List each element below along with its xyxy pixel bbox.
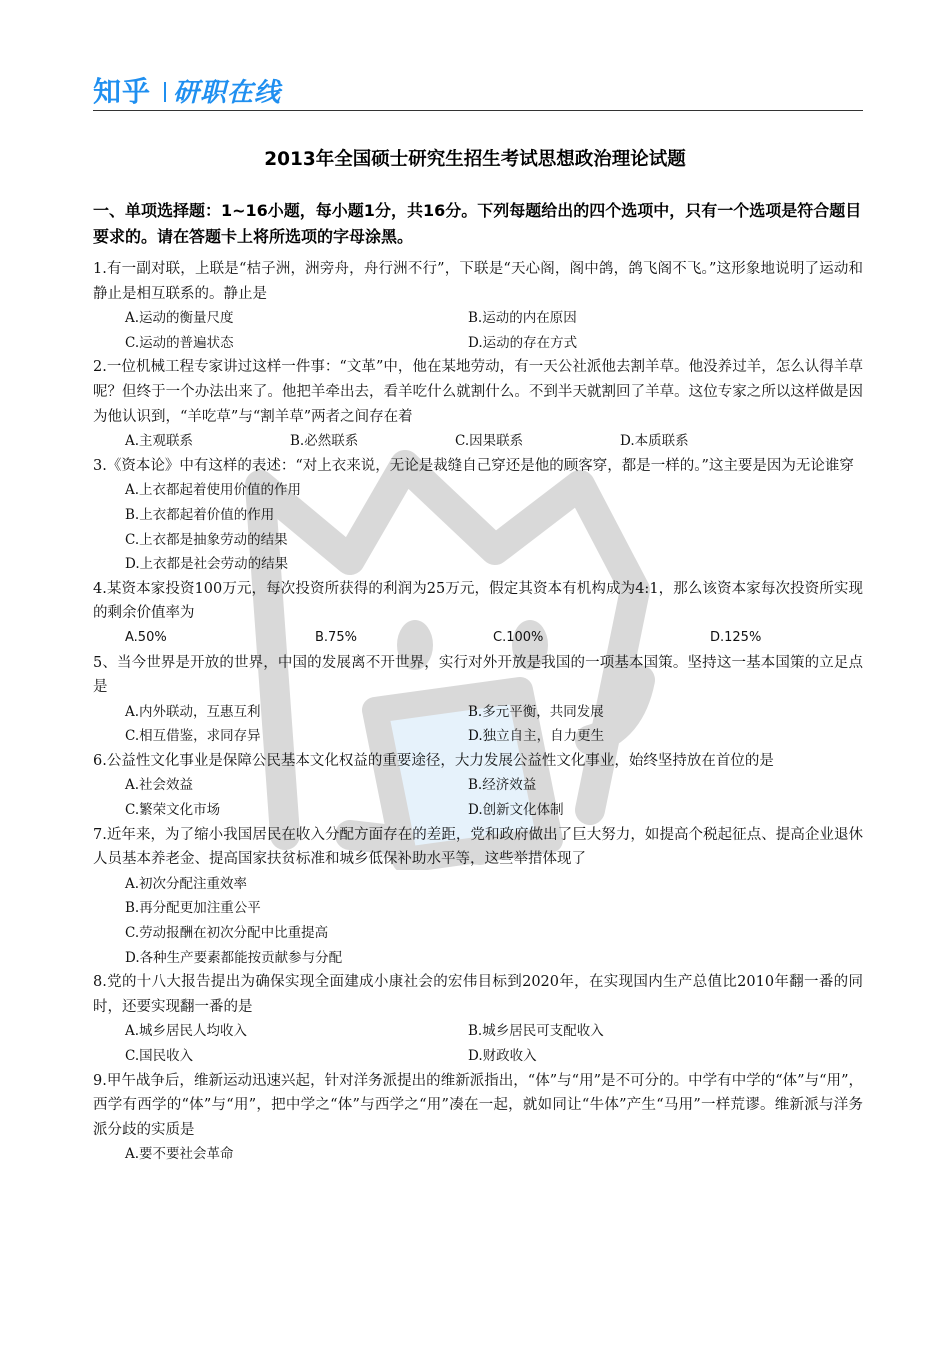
option-a: A.主观联系 bbox=[125, 433, 194, 450]
option-group bbox=[93, 306, 863, 355]
option-c: C.上衣都是抽象劳动的结果 bbox=[125, 531, 288, 548]
question-3 bbox=[93, 454, 863, 577]
exam-title: 2013年全国硕士研究生招生考试思想政治理论试题 bbox=[264, 149, 686, 170]
option-group bbox=[93, 872, 863, 970]
option-d: D.上衣都是社会劳动的结果 bbox=[125, 556, 289, 573]
option-group bbox=[93, 429, 863, 454]
section-heading: 一、单项选择题：1~16小题，每小题1分，共16分。下列每题给出的四个选项中，只有一个选项是符合题目要求的。请在答题卡上将所选项的字母涂黑。 bbox=[93, 201, 862, 246]
question-stem: 1.有一副对联，上联是“桔子洲，洲旁舟，舟行洲不行”，下联是“天心阁，阁中鸽，鸽飞阁不飞。”这形象地说明了运动和静止是相互联系的。静止是 bbox=[93, 261, 863, 302]
option-a: A.上衣都起着使用价值的作用 bbox=[125, 482, 302, 499]
option-c: C.相互借鉴，求同存异 bbox=[125, 728, 261, 745]
option-group bbox=[93, 773, 863, 822]
option-b: B.再分配更加注重公平 bbox=[125, 900, 261, 917]
option-b: B.上衣都起着价值的作用 bbox=[125, 506, 275, 523]
question-4 bbox=[93, 577, 863, 651]
option-b: B.75% bbox=[315, 629, 357, 645]
option-c: C.运动的普遍状态 bbox=[125, 334, 234, 351]
option-d: D.独立自主，自力更生 bbox=[468, 728, 605, 745]
option-group bbox=[93, 700, 863, 749]
question-stem: 8.党的十八大报告提出为确保实现全面建成小康社会的宏伟目标到2020年，在实现国内生产总值比2010年翻一番的同时，还要实现翻一番的是 bbox=[93, 974, 863, 1015]
page-header bbox=[93, 62, 863, 110]
question-7 bbox=[93, 823, 863, 971]
option-b: B.城乡居民可支配收入 bbox=[468, 1023, 604, 1040]
option-c: C.劳动报酬在初次分配中比重提高 bbox=[125, 925, 329, 942]
option-a: A.社会效益 bbox=[125, 777, 194, 794]
option-a: A.运动的衡量尺度 bbox=[125, 310, 234, 327]
option-d: D.各种生产要素都能按贡献参与分配 bbox=[125, 949, 343, 966]
option-c: C.因果联系 bbox=[455, 433, 524, 450]
option-group bbox=[93, 1019, 863, 1068]
option-a: A.城乡居民人均收入 bbox=[125, 1023, 248, 1040]
question-9 bbox=[93, 1069, 863, 1167]
question-stem: 6.公益性文化事业是保障公民基本文化权益的重要途径，大力发展公益性文化事业，始终坚持放在首位的是 bbox=[93, 752, 774, 769]
option-d: D.财政收入 bbox=[468, 1048, 537, 1064]
header-rule bbox=[93, 110, 863, 111]
option-b: B.多元平衡，共同发展 bbox=[468, 703, 604, 720]
question-stem: 3.《资本论》中有这样的表述：“对上衣来说，无论是裁缝自己穿还是他的顾客穿，都是一样的。”这主要是因为无论谁穿 bbox=[93, 457, 854, 474]
question-2 bbox=[93, 355, 863, 453]
option-d: D.125% bbox=[710, 629, 762, 645]
question-1 bbox=[93, 257, 863, 355]
question-stem: 7.近年来，为了缩小我国居民在收入分配方面存在的差距，党和政府做出了巨大努力，如提高个税起征点、提高企业退休人员基本养老金、提高国家扶贫标准和城乡低保补助水平等，这些举措体现了 bbox=[93, 826, 863, 868]
option-a: A.内外联动，互惠互利 bbox=[125, 703, 261, 720]
option-a: A.要不要社会革命 bbox=[125, 1146, 234, 1163]
question-5 bbox=[93, 651, 863, 749]
question-8 bbox=[93, 970, 863, 1068]
option-c: C.繁荣文化市场 bbox=[125, 802, 221, 819]
option-d: D.创新文化体制 bbox=[468, 802, 564, 819]
option-c: C.100% bbox=[493, 629, 544, 645]
option-c: C.国民收入 bbox=[125, 1048, 194, 1064]
question-6 bbox=[93, 749, 863, 823]
option-d: D.运动的存在方式 bbox=[468, 334, 578, 351]
zhihu-logo: 知乎 bbox=[93, 75, 152, 108]
logo-divider bbox=[164, 82, 166, 102]
question-stem: 2.一位机械工程专家讲过这样一件事：“文革”中，他在某地劳动，有一天公社派他去割羊草。他没养过羊，怎么认得羊草呢？但终于一个办法出来了。他把羊牵出去，看羊吃什么就割什么。不到半天就割回了羊草。这位专家之所以这样做是因为他认识到，“羊吃草”与“割羊草”两者之间存在着 bbox=[93, 359, 863, 425]
option-group bbox=[93, 1142, 863, 1167]
option-d: D.本质联系 bbox=[620, 433, 689, 450]
question-stem: 9.甲午战争后，维新运动迅速兴起，针对洋务派提出的维新派指出，“体”与“用”是不可分的。中学有中学的“体”与“用”，西学有西学的“体”与“用”，把中学之“体”与西学之“用”凑在一起，就如同让“牛体”产生“马用”一样荒谬。维新派与洋务派分歧的实质是 bbox=[93, 1072, 863, 1138]
option-b: B.运动的内在原因 bbox=[468, 310, 577, 327]
option-b: B.经济效益 bbox=[468, 777, 537, 794]
question-stem: 5、当今世界是开放的世界，中国的发展离不开世界，实行对外开放是我国的一项基本国策。坚持这一基本国策的立足点是 bbox=[93, 654, 863, 696]
yanzhi-logo: 研职在线 bbox=[173, 78, 282, 108]
option-group bbox=[93, 478, 863, 576]
option-b: B.必然联系 bbox=[290, 433, 359, 450]
question-stem: 4.某资本家投资100万元，每次投资所获得的利润为25万元，假定其资本有机构成为4:1，那么该资本家每次投资所实现的剩余价值率为 bbox=[93, 580, 863, 622]
question-list bbox=[93, 257, 863, 1167]
option-a: A.初次分配注重效率 bbox=[125, 875, 248, 892]
option-group bbox=[93, 626, 863, 651]
option-a: A.50% bbox=[125, 629, 167, 645]
